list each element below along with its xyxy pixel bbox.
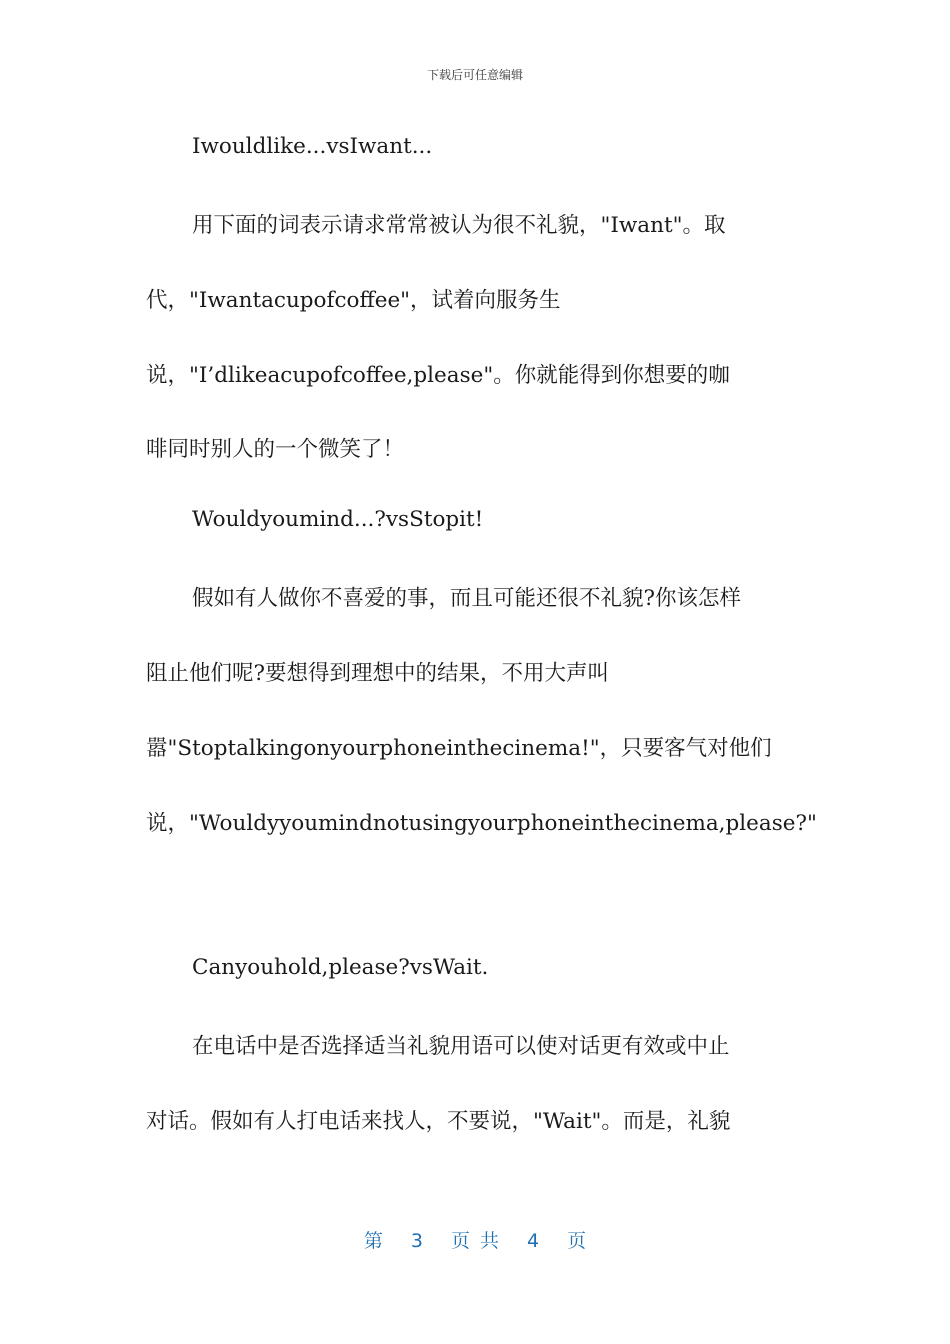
- total-word: 共: [480, 1230, 500, 1252]
- heading-can-you-hold: Canyouhold,please?vsWait.: [192, 955, 489, 980]
- paragraph-line: 说，"I’dlikeacupofcoffee,please"。你就能得到你想要的咖: [146, 363, 730, 388]
- heading-would-you-mind: Wouldyoumind...?vsStopit!: [192, 507, 484, 532]
- paragraph-line: 代，"Iwantacupofcoffee"，试着向服务生: [146, 288, 561, 313]
- paragraph-line: 用下面的词表示请求常常被认为很不礼貌，"Iwant"。取: [192, 213, 726, 238]
- current-page-number: 3: [410, 1230, 423, 1252]
- paragraph-line: 对话。假如有人打电话来找人，不要说，"Wait"。而是，礼貌: [146, 1109, 731, 1134]
- paragraph-line: 阻止他们呢?要想得到理想中的结果，不用大声叫: [146, 661, 610, 686]
- page-header: 下载后可任意编辑: [426, 68, 523, 82]
- page-word-prefix: 第: [363, 1230, 383, 1252]
- page-word-end: 页: [567, 1230, 587, 1252]
- page-footer: [0, 1226, 950, 1253]
- heading-i-would-like: Iwouldlike...vsIwant...: [192, 134, 433, 159]
- paragraph-line: 嚣"Stoptalkingonyourphoneinthecinema!"，只要客气对他们: [146, 736, 772, 761]
- total-pages-number: 4: [527, 1230, 540, 1252]
- paragraph-line: 在电话中是否选择适当礼貌用语可以使对话更有效或中止: [192, 1034, 730, 1059]
- paragraph-line: 假如有人做你不喜爱的事，而且可能还很不礼貌?你该怎样: [192, 586, 742, 611]
- page-word: 页: [450, 1230, 470, 1252]
- paragraph-line: 说，"Wouldyyoumindnotusingyourphoneinthecinema,please?": [146, 811, 817, 836]
- paragraph-line: 啡同时别人的一个微笑了！: [146, 437, 405, 462]
